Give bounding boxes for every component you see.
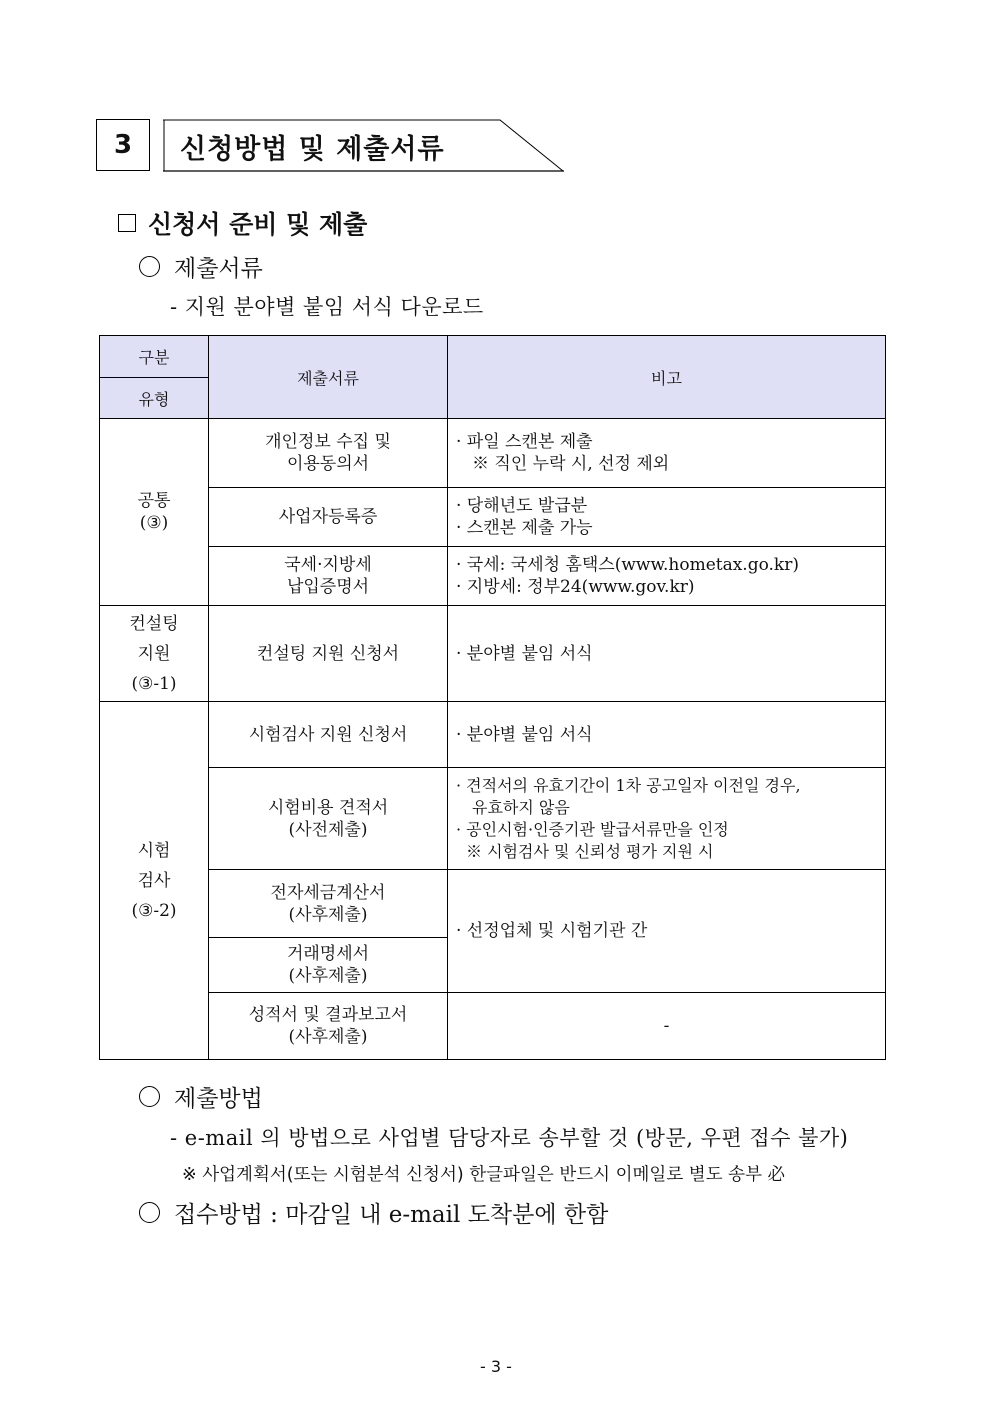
table-row (100, 993, 886, 1060)
table-row (100, 768, 886, 870)
header-remarks: 비고 (448, 336, 886, 419)
subheading-method (139, 1080, 263, 1113)
remarks-cell: · 당해년도 발급분 · 스캔본 제출 가능 (448, 488, 886, 547)
square-bullet-icon (118, 214, 136, 232)
header-docs: 제출서류 (209, 336, 448, 419)
download-note: - 지원 분야별 붙임 서식 다운로드 (170, 295, 484, 319)
remarks-cell: · 파일 스캔본 제출 ※ 직인 누락 시, 선정 제외 (448, 419, 886, 488)
remarks-cell: - (448, 993, 886, 1060)
header-type: 유형 (100, 378, 209, 419)
section-title-box (163, 119, 565, 173)
doc-cell: 개인정보 수집 및 이용동의서 (209, 419, 448, 488)
circle-bullet-icon (139, 1086, 160, 1107)
subheading-documents (139, 250, 263, 283)
table-row (100, 870, 886, 938)
table-row (100, 419, 886, 488)
group-common: 공통 (③) (100, 419, 209, 606)
subheading-method-text: 제출방법 (174, 1086, 263, 1112)
page-number: - 3 - (480, 1357, 512, 1376)
remarks-cell: · 견적서의 유효기간이 1차 공고일자 이전일 경우, 유효하지 않음 · 공인시험·인증기관 발급서류만을 인정 ※ 시험검사 및 신뢰성 평가 지원 시 (448, 768, 886, 870)
remarks-cell: · 분야별 붙임 서식 (448, 702, 886, 768)
doc-cell: 시험검사 지원 신청서 (209, 702, 448, 768)
doc-cell: 시험비용 견적서 (사전제출) (209, 768, 448, 870)
subheading-receipt (139, 1196, 608, 1229)
table-row (100, 702, 886, 768)
doc-cell: 국세·지방세 납입증명서 (209, 547, 448, 606)
doc-cell: 성적서 및 결과보고서 (사후제출) (209, 993, 448, 1060)
table-row (100, 547, 886, 606)
heading (118, 205, 367, 241)
doc-cell: 사업자등록증 (209, 488, 448, 547)
remarks-cell: · 국세: 국세청 홈택스(www.hometax.go.kr) · 지방세: 정부24(www.gov.kr) (448, 547, 886, 606)
documents-table (99, 335, 886, 1060)
method-remark: ※ 사업계획서(또는 시험분석 신청서) 한글파일은 반드시 이메일로 별도 송부 必 (182, 1165, 786, 1185)
subheading-documents-text: 제출서류 (174, 256, 263, 282)
table-row (100, 606, 886, 702)
heading-text: 신청서 준비 및 제출 (148, 210, 368, 239)
method-note: - e-mail 의 방법으로 사업별 담당자로 송부할 것 (방문, 우편 접수 불가) (170, 1126, 849, 1150)
remarks-cell: · 분야별 붙임 서식 (448, 606, 886, 702)
doc-cell: 거래명세서 (사후제출) (209, 938, 448, 993)
group-consulting: 컨설팅 지원 (③-1) (100, 606, 209, 702)
section-title: 신청방법 및 제출서류 (180, 134, 445, 165)
table-row (100, 488, 886, 547)
circle-bullet-icon (139, 256, 160, 277)
doc-cell: 컨설팅 지원 신청서 (209, 606, 448, 702)
circle-bullet-icon (139, 1202, 160, 1223)
section-number: 3 (96, 119, 150, 171)
header-gubun: 구분 (100, 336, 209, 378)
doc-cell: 전자세금계산서 (사후제출) (209, 870, 448, 938)
remarks-cell: · 선정업체 및 시험기관 간 (448, 870, 886, 993)
group-test: 시험 검사 (③-2) (100, 702, 209, 1060)
subheading-receipt-text: 접수방법 : 마감일 내 e-mail 도착분에 한함 (174, 1202, 609, 1228)
